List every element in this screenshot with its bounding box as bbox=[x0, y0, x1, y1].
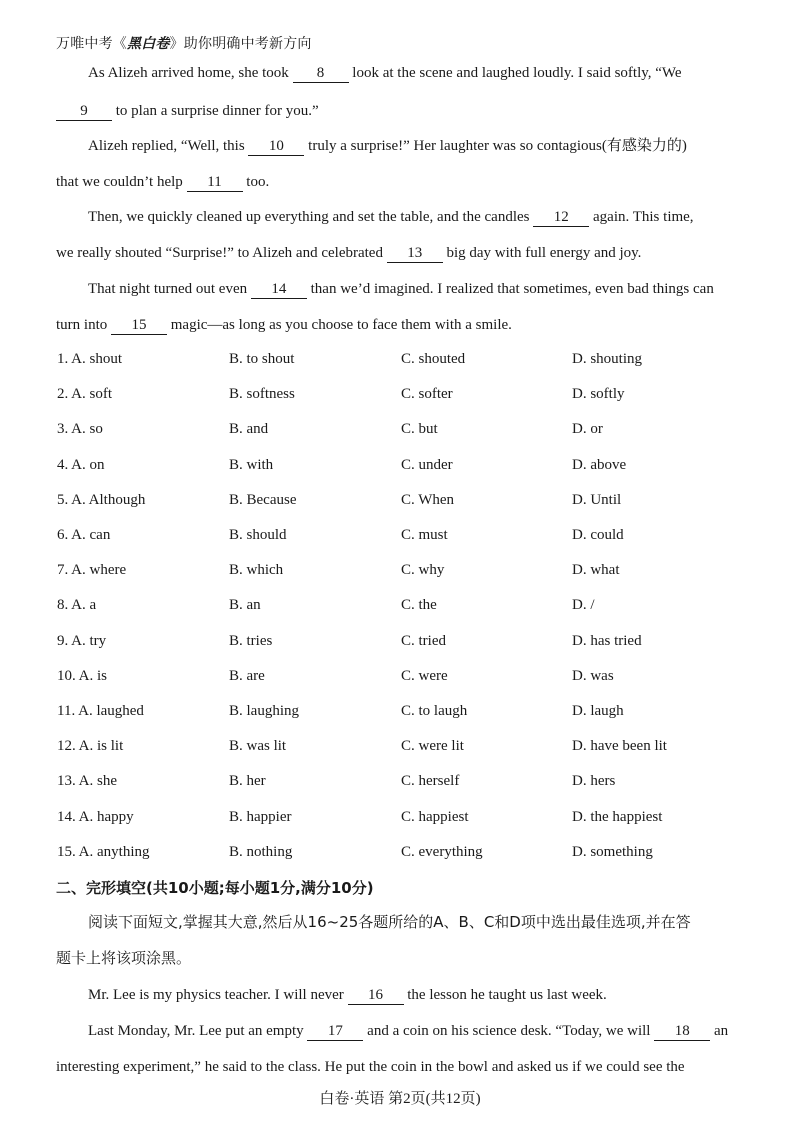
option-b: B. happier bbox=[229, 809, 292, 825]
header-brand: 黑白卷 bbox=[127, 36, 170, 52]
option-d: D. have been lit bbox=[572, 738, 667, 754]
option-c: C. softer bbox=[401, 386, 453, 402]
question-options bbox=[0, 736, 800, 756]
answer-blank: 10 bbox=[248, 138, 304, 156]
question-options bbox=[0, 666, 800, 686]
question-options bbox=[0, 419, 800, 439]
option-b: B. which bbox=[229, 562, 284, 578]
option-c: C. happiest bbox=[401, 809, 469, 825]
option-b: B. an bbox=[229, 597, 261, 613]
option-a: 9. A. try bbox=[57, 633, 107, 649]
option-a: 13. A. she bbox=[57, 773, 117, 789]
option-b: B. Because bbox=[229, 492, 297, 508]
option-c: C. tried bbox=[401, 633, 446, 649]
option-d: D. the happiest bbox=[572, 809, 663, 825]
option-d: D. was bbox=[572, 668, 614, 684]
option-d: D. above bbox=[572, 457, 627, 473]
option-d: D. Until bbox=[572, 492, 622, 508]
option-b: B. laughing bbox=[229, 703, 299, 719]
answer-blank: 11 bbox=[187, 174, 243, 192]
question-options bbox=[0, 771, 800, 791]
question-options bbox=[0, 701, 800, 721]
option-c: C. the bbox=[401, 597, 437, 613]
answer-blank: 9 bbox=[56, 103, 112, 121]
passage-line: Then, we quickly cleaned up everything and set the table, and the candles 12 again. This time, bbox=[88, 209, 694, 225]
option-a: 14. A. happy bbox=[57, 809, 134, 825]
option-c: C. herself bbox=[401, 773, 460, 789]
option-c: C. were lit bbox=[401, 738, 464, 754]
option-d: D. laugh bbox=[572, 703, 624, 719]
option-a: 4. A. on bbox=[57, 457, 105, 473]
option-a: 1. A. shout bbox=[57, 351, 123, 367]
option-a: 7. A. where bbox=[57, 562, 127, 578]
question-options bbox=[0, 525, 800, 545]
header-prefix: 万唯中考《 bbox=[56, 36, 127, 52]
option-c: C. under bbox=[401, 457, 453, 473]
option-b: B. and bbox=[229, 421, 269, 437]
option-d: D. softly bbox=[572, 386, 625, 402]
passage-line: That night turned out even 14 than we’d imagined. I realized that sometimes, even bad things can bbox=[88, 281, 714, 297]
question-options bbox=[0, 631, 800, 651]
option-c: C. shouted bbox=[401, 351, 466, 367]
passage-line: Alizeh replied, “Well, this 10 truly a surprise!” Her laughter was so contagious(有感染力的) bbox=[88, 138, 687, 154]
answer-blank: 15 bbox=[111, 317, 167, 335]
page-footer: 白卷·英语 第2页(共12页) bbox=[319, 1091, 481, 1107]
question-options bbox=[0, 842, 800, 862]
answer-blank: 14 bbox=[251, 281, 307, 299]
option-b: B. should bbox=[229, 527, 287, 543]
option-c: C. must bbox=[401, 527, 448, 543]
passage-line: As Alizeh arrived home, she took 8 look at the scene and laughed loudly. I said softly, “We bbox=[88, 65, 682, 81]
option-d: D. hers bbox=[572, 773, 616, 789]
option-a: 3. A. so bbox=[57, 421, 103, 437]
passage-line: Last Monday, Mr. Lee put an empty 17 and a coin on his science desk. “Today, we will 18 an bbox=[88, 1023, 729, 1039]
option-a: 6. A. can bbox=[57, 527, 111, 543]
question-options bbox=[0, 349, 800, 369]
option-d: D. something bbox=[572, 844, 653, 860]
section-title: 二、完形填空(共10小题;每小题1分,满分10分) bbox=[56, 879, 374, 897]
answer-blank: 18 bbox=[654, 1023, 710, 1041]
option-c: C. were bbox=[401, 668, 448, 684]
option-b: B. nothing bbox=[229, 844, 293, 860]
option-c: C. to laugh bbox=[401, 703, 468, 719]
question-options bbox=[0, 807, 800, 827]
passage-line: Mr. Lee is my physics teacher. I will never 16 the lesson he taught us last week. bbox=[88, 987, 607, 1003]
question-options bbox=[0, 490, 800, 510]
passage-line: we really shouted “Surprise!” to Alizeh and celebrated 13 big day with full energy and joy. bbox=[56, 245, 642, 261]
option-b: B. tries bbox=[229, 633, 273, 649]
instruction-line: 题卡上将该项涂黑。 bbox=[56, 949, 192, 967]
answer-blank: 12 bbox=[533, 209, 589, 227]
passage-line: that we couldn’t help 11 too. bbox=[56, 174, 270, 190]
option-a: 11. A. laughed bbox=[57, 703, 144, 719]
option-b: B. to shout bbox=[229, 351, 295, 367]
passage-line: interesting experiment,” he said to the class. He put the coin in the bowl and asked us if we could see the bbox=[56, 1059, 685, 1075]
option-b: B. are bbox=[229, 668, 265, 684]
option-a: 5. A. Although bbox=[57, 492, 146, 508]
option-c: C. When bbox=[401, 492, 455, 508]
passage-line: turn into 15 magic—as long as you choose to face them with a smile. bbox=[56, 317, 512, 333]
answer-blank: 13 bbox=[387, 245, 443, 263]
option-d: D. could bbox=[572, 527, 624, 543]
answer-blank: 8 bbox=[293, 65, 349, 83]
option-c: C. everything bbox=[401, 844, 483, 860]
option-a: 10. A. is bbox=[57, 668, 108, 684]
answer-blank: 16 bbox=[348, 987, 404, 1005]
option-c: C. why bbox=[401, 562, 445, 578]
option-c: C. but bbox=[401, 421, 438, 437]
option-d: D. shouting bbox=[572, 351, 643, 367]
option-b: B. softness bbox=[229, 386, 295, 402]
option-d: D. what bbox=[572, 562, 620, 578]
option-b: B. with bbox=[229, 457, 274, 473]
passage-line: 9 to plan a surprise dinner for you.” bbox=[56, 101, 319, 121]
option-a: 15. A. anything bbox=[57, 844, 150, 860]
header-suffix: 》助你明确中考新方向 bbox=[169, 36, 312, 52]
page-header bbox=[56, 33, 312, 53]
option-d: D. / bbox=[572, 597, 595, 613]
answer-blank: 17 bbox=[307, 1023, 363, 1041]
question-options bbox=[0, 595, 800, 615]
option-a: 2. A. soft bbox=[57, 386, 113, 402]
question-options bbox=[0, 560, 800, 580]
option-a: 12. A. is lit bbox=[57, 738, 124, 754]
question-options bbox=[0, 455, 800, 475]
question-options bbox=[0, 384, 800, 404]
option-d: D. has tried bbox=[572, 633, 642, 649]
option-a: 8. A. a bbox=[57, 597, 97, 613]
option-b: B. was lit bbox=[229, 738, 287, 754]
instruction-line: 阅读下面短文,掌握其大意,然后从16~25各题所给的A、B、C和D项中选出最佳选项,并在答 bbox=[88, 913, 691, 931]
option-d: D. or bbox=[572, 421, 603, 437]
option-b: B. her bbox=[229, 773, 266, 789]
